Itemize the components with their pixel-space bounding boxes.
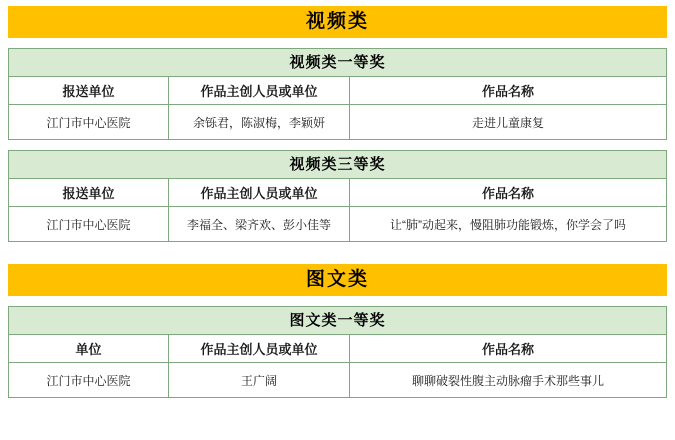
table-header-row xyxy=(9,179,667,207)
section-graphic-text xyxy=(8,264,667,398)
spacer xyxy=(8,242,667,264)
award-title-video-third: 视频类三等奖 xyxy=(8,150,667,178)
column-header-unit: 报送单位 xyxy=(9,77,169,105)
cell-work: 让“肺”动起来，慢阻肺功能锻炼，你学会了吗 xyxy=(350,207,667,242)
spacer xyxy=(8,38,667,48)
section-title-video: 视频类 xyxy=(8,6,667,38)
spacer xyxy=(8,296,667,306)
cell-unit: 江门市中心医院 xyxy=(9,207,169,242)
cell-unit: 江门市中心医院 xyxy=(9,363,169,398)
spacer xyxy=(8,140,667,150)
awards-table-video-third xyxy=(8,178,667,242)
cell-work: 聊聊破裂性腹主动脉瘤手术那些事儿 xyxy=(350,363,667,398)
column-header-creator: 作品主创人员或单位 xyxy=(169,179,350,207)
table-header-row xyxy=(9,335,667,363)
cell-creator: 李福全、梁齐欢、彭小佳等 xyxy=(169,207,350,242)
column-header-creator: 作品主创人员或单位 xyxy=(169,335,350,363)
cell-creator: 王广阔 xyxy=(169,363,350,398)
awards-table-graphic-first xyxy=(8,334,667,398)
table-row xyxy=(9,207,667,242)
column-header-unit: 单位 xyxy=(9,335,169,363)
column-header-work: 作品名称 xyxy=(350,77,667,105)
award-title-video-first: 视频类一等奖 xyxy=(8,48,667,76)
section-video xyxy=(8,6,667,242)
table-row xyxy=(9,105,667,140)
cell-work: 走进儿童康复 xyxy=(350,105,667,140)
section-title-graphic-text: 图文类 xyxy=(8,264,667,296)
column-header-work: 作品名称 xyxy=(350,179,667,207)
table-row xyxy=(9,363,667,398)
column-header-work: 作品名称 xyxy=(350,335,667,363)
cell-creator: 余铄君，陈淑梅，李颖妍 xyxy=(169,105,350,140)
table-header-row xyxy=(9,77,667,105)
award-title-graphic-first: 图文类一等奖 xyxy=(8,306,667,334)
cell-unit: 江门市中心医院 xyxy=(9,105,169,140)
awards-table-video-first xyxy=(8,76,667,140)
column-header-unit: 报送单位 xyxy=(9,179,169,207)
column-header-creator: 作品主创人员或单位 xyxy=(169,77,350,105)
